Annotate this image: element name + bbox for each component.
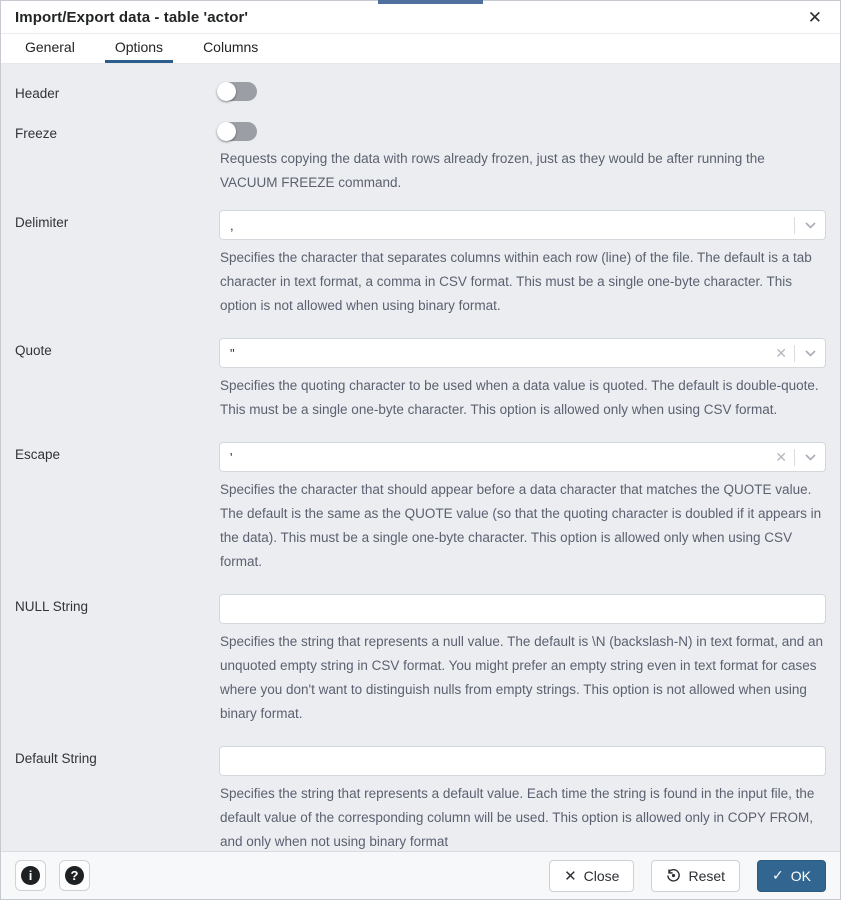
info-icon: i [21,866,40,885]
help-button[interactable] [59,860,90,891]
delimiter-value: , [230,217,234,233]
dialog-footer [1,851,840,899]
sql-info-button[interactable] [15,860,46,891]
null-string-label: NULL String [15,599,89,614]
escape-label: Escape [15,447,61,462]
reset-icon [666,868,681,883]
freeze-toggle[interactable] [219,122,257,141]
reset-button[interactable] [651,860,740,892]
dialog-tabbar [1,34,840,64]
close-icon[interactable]: ✕ [807,7,822,27]
null-string-help-text: Specifies the string that represents a null value. The default is \N (backslash-N) in text format, and an unquoted empty string in CSV format. You might prefer an empty string even in text format for cases where you don't want to distinguish nulls from empty strings. This option is not allowed when using binary format. [220,634,824,721]
reset-button-label: Reset [688,867,726,884]
null-string-input[interactable] [220,595,825,623]
ok-button[interactable] [757,860,826,892]
header-row [15,81,826,101]
close-button[interactable] [549,860,634,892]
ok-button-label: OK [790,867,811,884]
escape-row [15,442,826,574]
tab-general[interactable]: General [25,39,75,55]
quote-select[interactable] [219,338,826,368]
chevron-down-icon[interactable] [795,211,825,239]
default-string-row [15,746,826,851]
options-panel [1,64,840,851]
null-string-row [15,594,826,726]
delimiter-select[interactable] [219,210,826,240]
chevron-down-icon[interactable] [795,443,825,471]
quote-row [15,338,826,422]
escape-value: ' [230,449,233,465]
delimiter-help-text: Specifies the character that separates columns within each row (line) of the file. The default is a tab character in text format, a comma in CSV format. This must be a single one-byte character. This option is not allowed when using binary format. [220,250,812,313]
default-string-input[interactable] [220,747,825,775]
default-string-help-text: Specifies the string that represents a default value. Each time the string is found in the input file, the default value of the corresponding column will be used. This option is allowed only in COPY FROM, and only when not using binary format [220,786,815,849]
header-label: Header [15,86,60,101]
escape-help-text: Specifies the character that should appear before a data character that matches the QUOTE value. The default is the same as the QUOTE value (so that the quoting character is doubled if it appears in the data). This must be a single one-byte character. This option is allowed only when using CSV format. [220,482,822,569]
freeze-row [15,121,826,195]
check-icon: ✓ [772,867,784,883]
escape-select[interactable] [219,442,826,472]
quote-value: " [230,345,235,361]
default-string-label: Default String [15,751,97,766]
null-string-field-wrap [219,594,826,624]
close-x-icon: ✕ [564,867,577,885]
freeze-toggle-knob [217,122,236,141]
delimiter-row [15,210,826,318]
dialog-title: Import/Export data - table 'actor' [15,8,249,26]
delimiter-label: Delimiter [15,215,69,230]
tab-columns[interactable]: Columns [203,39,259,55]
freeze-label: Freeze [15,126,58,141]
quote-label: Quote [15,343,52,358]
default-string-field-wrap [219,746,826,776]
header-toggle[interactable] [219,82,257,101]
tab-options[interactable]: Options [105,34,173,63]
dialog-titlebar [1,1,840,34]
quote-help-text: Specifies the quoting character to be used when a data value is quoted. The default is double-quote. This must be a single one-byte character. This option is allowed only when using CSV format. [220,378,819,417]
chevron-down-icon[interactable] [795,339,825,367]
header-toggle-knob [217,82,236,101]
freeze-help-text: Requests copying the data with rows already frozen, just as they would be after running the VACUUM FREEZE command. [220,151,765,190]
background-accent-bar [378,0,483,4]
help-icon: ? [65,866,84,885]
clear-icon[interactable]: ✕ [775,449,787,465]
close-button-label: Close [583,867,620,884]
clear-icon[interactable]: ✕ [775,345,787,361]
